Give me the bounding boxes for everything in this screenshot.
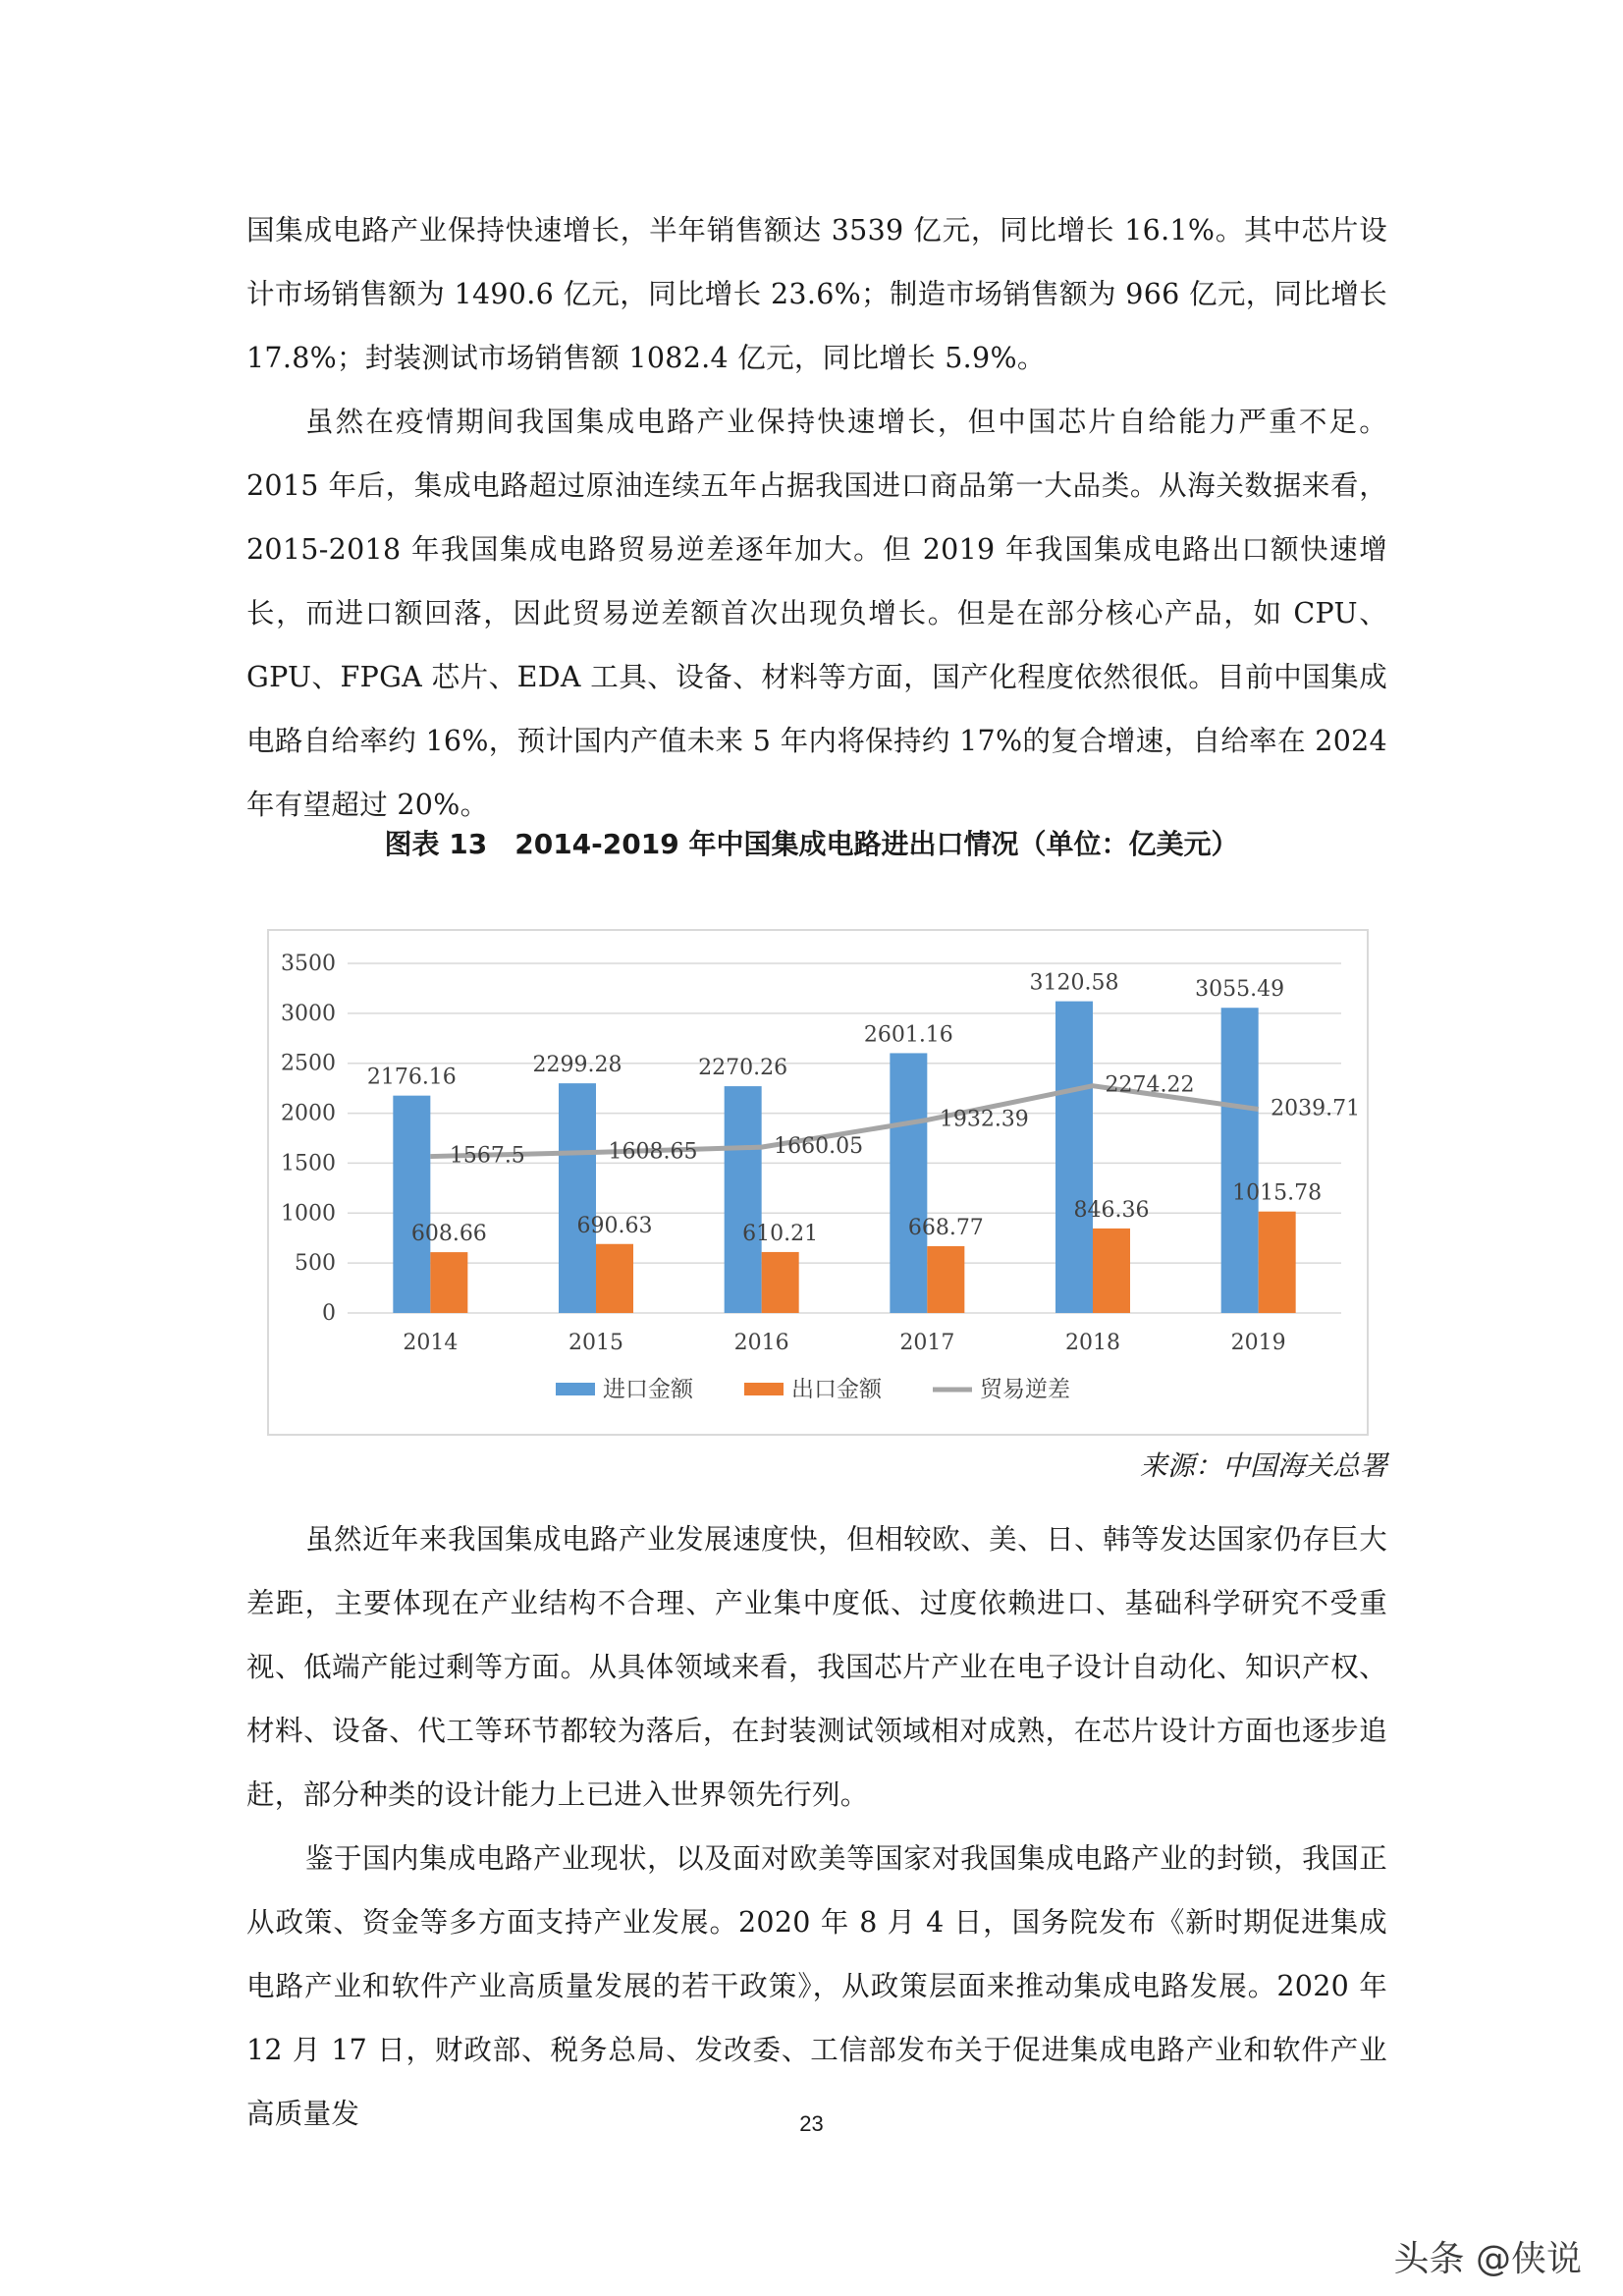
export-data-label: 608.66: [410, 1222, 487, 1247]
import-data-label: 2270.26: [698, 1056, 788, 1081]
import-data-label: 2601.16: [863, 1022, 953, 1048]
deficit-data-label: 2039.71: [1271, 1096, 1361, 1121]
paragraph-4: 鉴于国内集成电路产业现状，以及面对欧美等国家对我国集成电路产业的封锁，我国正从政策、资金等多方面支持产业发展。2020 年 8 月 4 日，国务院发布《新时期促进集成电路产业和软件产业高质量发展的若干政策》，从政策层面来推动集成电路发展。2020 年 12 月 17 日，财政部、税务总局、发改委、工信部发布关于促进集成电路产业和软件产业高质量发: [246, 1842, 1387, 2130]
import-data-label: 2299.28: [532, 1053, 622, 1078]
x-tick-label: 2015: [568, 1331, 623, 1355]
import-bar: [393, 1096, 430, 1313]
y-tick-label: 3000: [281, 1001, 336, 1026]
y-tick-label: 2500: [281, 1051, 336, 1076]
y-tick-label: 2000: [281, 1101, 336, 1126]
export-bar: [430, 1252, 467, 1313]
paragraph-2: 虽然在疫情期间我国集成电路产业保持快速增长，但中国芯片自给能力严重不足。2015 年后，集成电路超过原油连续五年占据我国进口商品第一大品类。从海关数据来看，2015-2018 年我国集成电路贸易逆差逐年加大。但 2019 年我国集成电路出口额快速增长，而进口额回落，因此贸易逆差额首次出现负增长。但是在部分核心产品，如 CPU、GPU、FPGA 芯片、EDA 工具、设备、材料等方面，国产化程度依然很低。目前中国集成电路自给率约 16%，预计国内产值未来 5 年内将保持约 17%的复合增速，自给率在 2024 年有望超过 20%。: [246, 406, 1387, 821]
deficit-data-label: 1567.5: [449, 1143, 525, 1169]
x-tick-label: 2016: [733, 1331, 789, 1355]
chart-container: [267, 929, 1369, 1436]
import-bar: [1055, 1002, 1093, 1313]
legend-bar-swatch: [556, 1383, 595, 1395]
import-bar: [1221, 1008, 1259, 1313]
export-data-label: 1015.78: [1232, 1180, 1323, 1206]
y-tick-label: 0: [322, 1301, 336, 1326]
legend-bar-swatch: [744, 1383, 784, 1395]
legend-label: 贸易逆差: [980, 1377, 1070, 1402]
legend-label: 出口金额: [791, 1377, 882, 1402]
export-bar: [927, 1246, 964, 1313]
export-bar: [596, 1244, 633, 1313]
x-tick-label: 2019: [1230, 1331, 1286, 1355]
deficit-data-label: 1660.05: [774, 1134, 864, 1160]
legend-label: 进口金额: [603, 1377, 693, 1402]
export-bar: [762, 1252, 799, 1313]
page-number: 23: [799, 2111, 824, 2136]
y-tick-label: 3500: [281, 952, 336, 976]
import-data-label: 2176.16: [366, 1065, 457, 1090]
import-bar: [559, 1083, 596, 1313]
figure-source: 来源：中国海关总署: [1139, 1449, 1387, 1482]
import-export-chart: [269, 931, 1367, 1434]
import-data-label: 3055.49: [1195, 977, 1285, 1003]
export-data-label: 690.63: [576, 1213, 653, 1238]
deficit-data-label: 1608.65: [608, 1139, 698, 1165]
y-tick-label: 500: [295, 1251, 336, 1277]
import-bar: [725, 1086, 762, 1313]
x-tick-label: 2017: [899, 1331, 955, 1355]
x-tick-label: 2014: [403, 1331, 459, 1355]
deficit-data-label: 2274.22: [1105, 1072, 1195, 1098]
export-bar: [1259, 1212, 1296, 1313]
export-bar: [1093, 1229, 1130, 1313]
x-tick-label: 2018: [1065, 1331, 1120, 1355]
paragraph-1: 国集成电路产业保持快速增长，半年销售额达 3539 亿元，同比增长 16.1%。其中芯片设计市场销售额为 1490.6 亿元，同比增长 23.6%；制造市场销售额为 966 亿元，同比增长 17.8%；封装测试市场销售额 1082.4 亿元，同比增长 5.9%。: [246, 214, 1387, 374]
paragraph-3: 虽然近年来我国集成电路产业发展速度快，但相较欧、美、日、韩等发达国家仍存巨大差距，主要体现在产业结构不合理、产业集中度低、过度依赖进口、基础科学研究不受重视、低端产能过剩等方面。从具体领域来看，我国芯片产业在电子设计自动化、知识产权、材料、设备、代工等环节都较为落后，在封装测试领域相对成熟，在芯片设计方面也逐步追赶，部分种类的设计能力上已进入世界领先行列。: [246, 1523, 1387, 1811]
import-bar: [890, 1053, 927, 1313]
y-tick-label: 1000: [281, 1201, 336, 1227]
deficit-data-label: 1932.39: [939, 1107, 1029, 1132]
watermark: 头条 @侠说: [1393, 2239, 1582, 2279]
export-data-label: 668.77: [907, 1215, 984, 1240]
figure-caption: 图表 13 2014-2019 年中国集成电路进出口情况（单位：亿美元）: [384, 828, 1239, 860]
export-data-label: 610.21: [742, 1221, 819, 1246]
y-tick-label: 1500: [281, 1151, 336, 1176]
export-data-label: 846.36: [1073, 1197, 1150, 1223]
import-data-label: 3120.58: [1029, 970, 1119, 996]
